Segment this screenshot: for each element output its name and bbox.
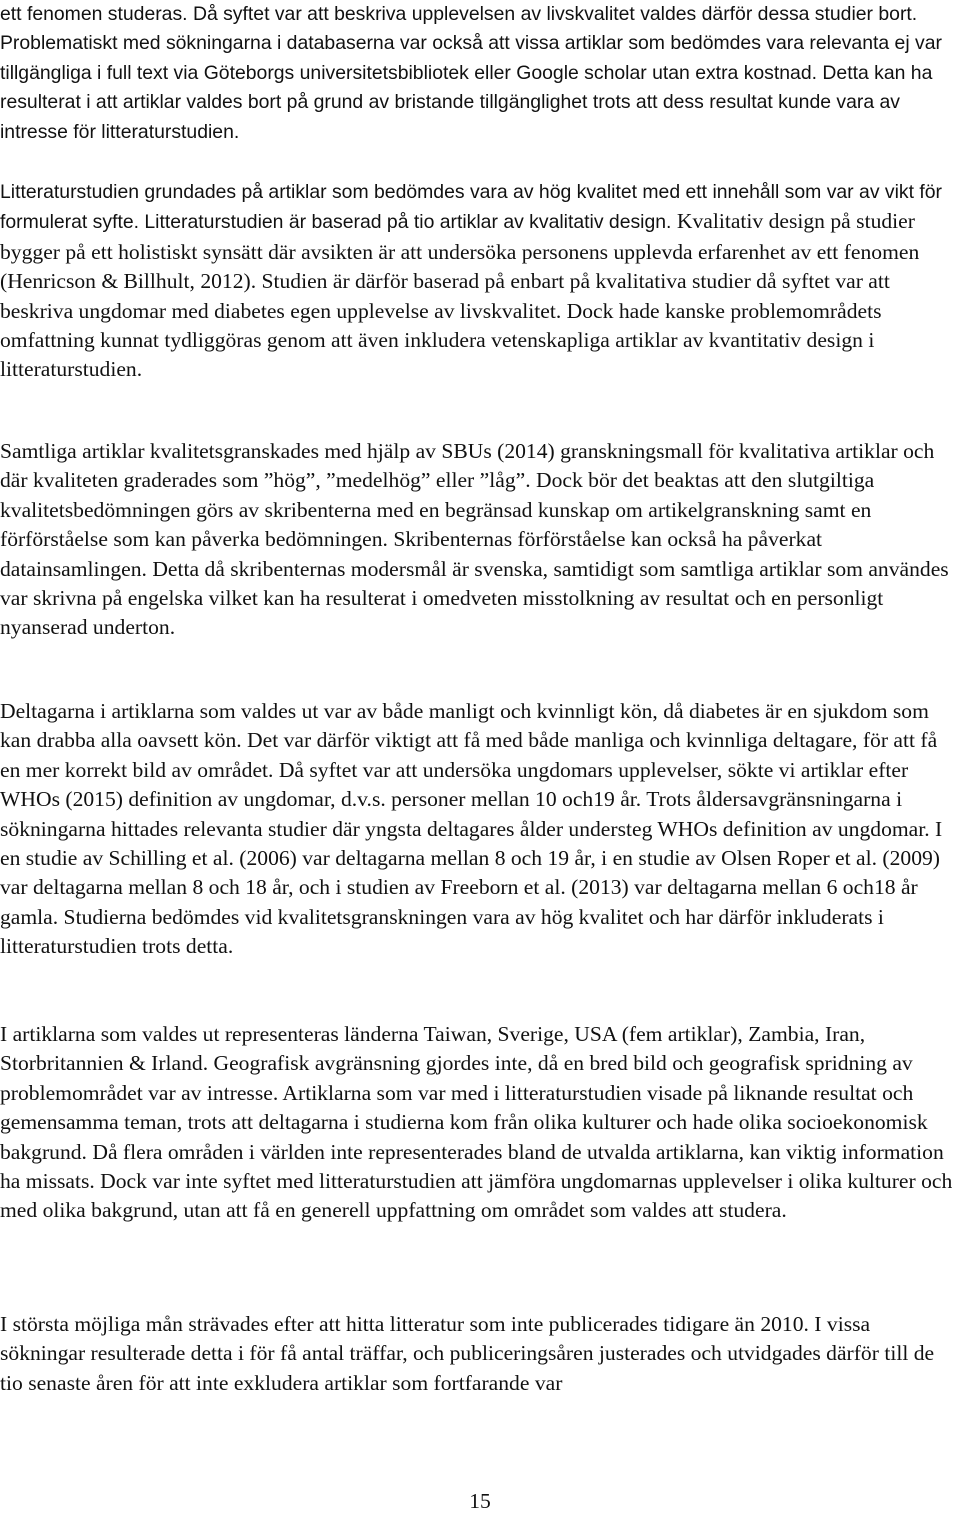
paragraph-quality-review: Samtliga artiklar kvalitetsgranskades med hjälp av SBUs (2014) granskningsmall för kvalitativa artiklar och där kvaliteten graderades som ”hög”, ”medelhög” eller ”låg”. Dock bör det beaktas att den slutgiltiga kvalitetsbedömningen görs av skribenterna med en begränsad kunskap om artikelgranskning samt en förförståelse som kan påverka bedömningen. Skribenternas förförståelse kan också ha påverkat datainsamlingen. Detta då skribenternas modersmål är svenska, samtidigt som samtliga artiklar som användes var skrivna på engelska vilket kan ha resulterat i omedveten misstolkning av resultat och en personligt nyanserad underton. [0, 439, 949, 640]
paragraph-text-serif: Kvalitativ design på studier bygger på ett holistiskt synsätt där avsikten är att undersöka personens upplevda erfarenhet av ett fenomen (Henricson & Billhult, 2012). Studien är därför baserad på enbart på kvalitativa studier då syftet var att beskriva ungdomar med diabetes egen upplevelse av livskvalitet. Dock hade kanske problemområdets omfattning kunnat tydliggöras genom att även inkludera vetenskapliga artiklar av kvantitativ design i litteraturstudien. [0, 209, 920, 382]
paragraph-search-limitations [0, 0, 960, 147]
paragraph-text-continuation: Detta kan ha resulterat i att artiklar valdes bort på grund av bristande tillgänglighet trots att dess resultat kunde vara av intresse för litteraturstudien. [0, 61, 933, 143]
paragraph-text-sans: Litteraturstudien grundades på artiklar som bedömdes vara av hög kvalitet med ett innehåll som var av vikt för formulerat syfte. Litteraturstudien är baserad på tio artiklar av kvalitativ design. [0, 181, 942, 234]
paragraph-countries: I artiklarna som valdes ut representeras länderna Taiwan, Sverige, USA (fem artiklar), Zambia, Iran, Storbritannien & Irland. Geografisk avgränsning gjordes inte, då en bred bild och geografisk spridning av problemområdet var av intresse. Artiklarna som var med i litteraturstudien visade på liknande resultat och gemensamma teman, trots att deltagarna i studierna kom från olika kulturer och hade olika socioekonomisk bakgrund. Då flera områden i världen inte representerades bland de utvalda artiklarna, kan viktig information ha missats. Dock var inte syftet med litteraturstudien att jämföra ungdomarnas upplevelser i olika kulturer och med olika bakgrund, utan att få en generell uppfattning om området som valdes att studera. [0, 1022, 953, 1223]
paragraph-participants: Deltagarna i artiklarna som valdes ut var av både manligt och kvinnligt kön, då diabetes är en sjukdom som kan drabba alla oavsett kön. Det var därför viktigt att få med både manliga och kvinnliga deltagare, för att få en mer korrekt bild av området. Då syftet var att undersöka ungdomars upplevelser, sökte vi artiklar efter WHOs (2015) definition av ungdomar, d.v.s. personer mellan 10 och19 år. Trots åldersavgränsningarna i sökningarna hittades relevanta studier där yngsta deltagares ålder understeg WHOs definition av ungdomar. I en studie av Schilling et al. (2006) var deltagarna mellan 8 och 19 år, i en studie av Olsen Roper et al. (2009) var deltagarna mellan 8 och 18 år, och i studien av Freeborn et al. (2013) var deltagarna mellan 6 och18 år gamla. Studierna bedömdes vid kvalitetsgranskningen vara av hög kvalitet och har därför inkluderats i litteraturstudien trots detta. [0, 699, 943, 959]
paragraph-publication-years: I största möjliga mån strävades efter att hitta litteratur som inte publicerades tidigare än 2010. I vissa sökningar resulterade detta i för få antal träffar, och publiceringsåren justerades och utvidgades därför till de tio senaste åren för att inte exkludera artiklar som fortfarande var [0, 1312, 935, 1395]
paragraph-text: ett fenomen studeras. Då syftet var att beskriva upplevelsen av livskvalitet valdes därför dessa studier bort. Problematiskt med sökningarna i databaserna var också att vissa artiklar som bedömdes vara relevanta ej var tillgängliga i full text via Göteborgs universitetsbibliotek eller Google scholar utan extra kostnad. [0, 3, 942, 84]
page-number: 15 [469, 1489, 491, 1513]
paragraph-qualitative-design [0, 177, 960, 385]
